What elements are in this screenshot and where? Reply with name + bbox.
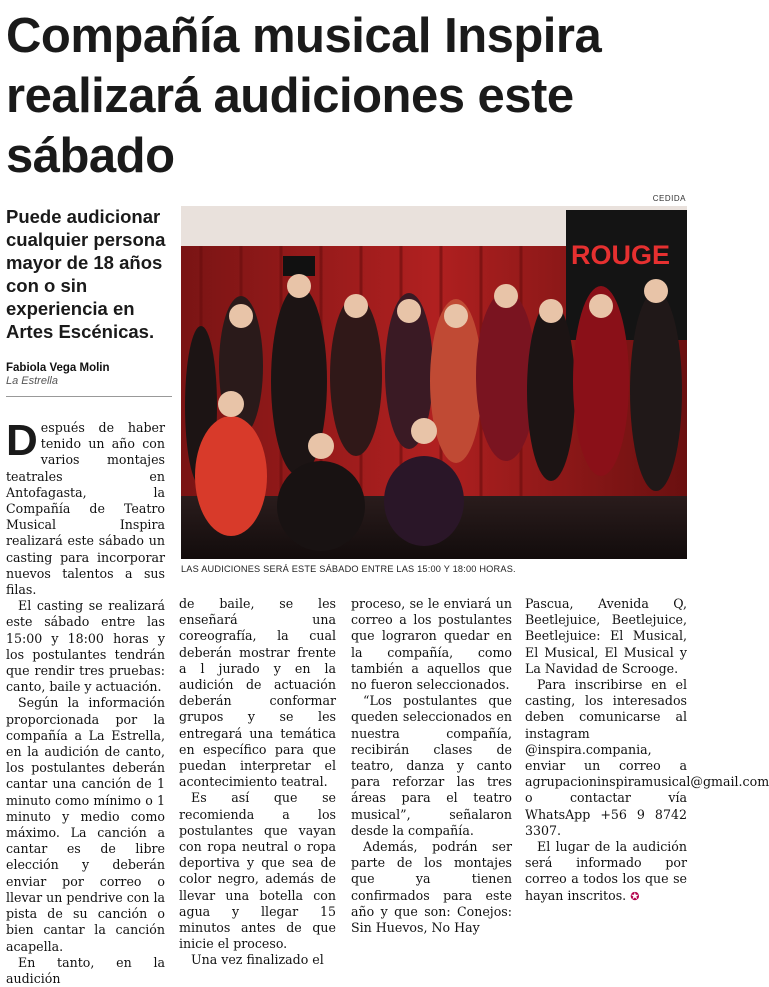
body-paragraph: de baile, se les enseñará una coreografía, la cual deberán mostrar frente a l jurado y en la audición de actuación deberán conformar grupos y se les entregará una temática en específico para que puedan interpretar el acontecimiento teatral. xyxy=(179,596,336,790)
body-paragraph: proceso, se le enviará un correo a los postulantes que lograron quedar en la compañía, como también a aquellos que no fueron seleccionados. xyxy=(351,596,512,693)
byline-divider xyxy=(6,396,172,397)
body-paragraph: Para inscribirse en el casting, los interesados deben comunicarse al instagram @inspira.compania, enviar un correo a agrupacioninspiramusical@gmail.com o contactar vía WhatsApp +56 9 8742 3307. xyxy=(525,677,769,838)
body-paragraph: Además, podrán ser parte de los montajes que ya tienen confirmados para este año y que son: Conejos: Sin Huevos, No Hay xyxy=(351,839,512,936)
body-paragraph: “Los postulantes que queden seleccionados en nuestra compañía, recibirán clases de teatro, danza y canto para reforzar las tres áreas para el teatro musical”, señalaron desde la compañía. xyxy=(351,693,512,838)
body-paragraph: Pascua, Avenida Q, Beetlejuice, Beetlejuice, Beetlejuice: El Musical, El Musical, El Musical y La Navidad de Scrooge. xyxy=(525,596,687,676)
body-column-1 xyxy=(6,416,165,987)
body-paragraph: El casting se realizará este sábado entre las 15:00 y 18:00 horas y los postulantes tendrán que rendir tres pruebas: canto, baile y actuación. xyxy=(6,598,165,695)
body-column-3 xyxy=(351,596,512,936)
stage-sign: ROUGE xyxy=(571,240,671,270)
body-paragraph: Una vez finalizado el xyxy=(191,952,324,968)
body-paragraph: Después de haber tenido un año con varios montajes teatrales en Antofagasta, la Compañía de Teatro Musical Inspira realizará este sábado un casting para incorporar nuevos talentos a sus filas. xyxy=(6,416,165,598)
body-column-4 xyxy=(525,596,769,905)
photo-credit: CEDIDA xyxy=(652,194,686,203)
body-paragraph: Según la información proporcionada por la compañía a La Estrella, en la audición de canto, los postulantes deberán cantar una canción de 1 minuto como mínimo o 1 minuto y medio como máximo. La canción a cantar es de libre elección y deberán enviar por correo o llevar un pendrive con la pista de su canción o bien cantar la canción acapella. xyxy=(6,695,165,954)
body-paragraph: El lugar de la audición será informado por correo a todos los que se hayan inscritos. ✪ xyxy=(525,839,687,903)
author-outlet: La Estrella xyxy=(6,375,58,387)
article-headline: Compañía musical Inspira realizará audiciones este sábado xyxy=(6,9,602,183)
photo-caption: LAS AUDICIONES SERÁ ESTE SÁBADO ENTRE LAS 15:00 Y 18:00 HORAS. xyxy=(181,564,516,574)
dropcap: D xyxy=(6,416,38,465)
article-deck: Puede audicionar cualquier persona mayor de 18 años con o sin experiencia en Artes Escénicas. xyxy=(6,206,166,342)
author-name: Fabiola Vega Molin xyxy=(6,362,110,374)
body-column-2 xyxy=(179,596,336,969)
end-mark-icon: ✪ xyxy=(630,889,640,903)
byline xyxy=(6,362,172,387)
body-paragraph: En tanto, en la audición xyxy=(6,954,165,986)
article-photo xyxy=(181,206,687,559)
body-paragraph: Es así que se recomienda a los postulantes que vayan con ropa neutral o ropa deportiva y que sea de color negro, además de llevar una botella con agua y llegar 15 minutos antes de que inicie el proceso. xyxy=(179,790,336,952)
